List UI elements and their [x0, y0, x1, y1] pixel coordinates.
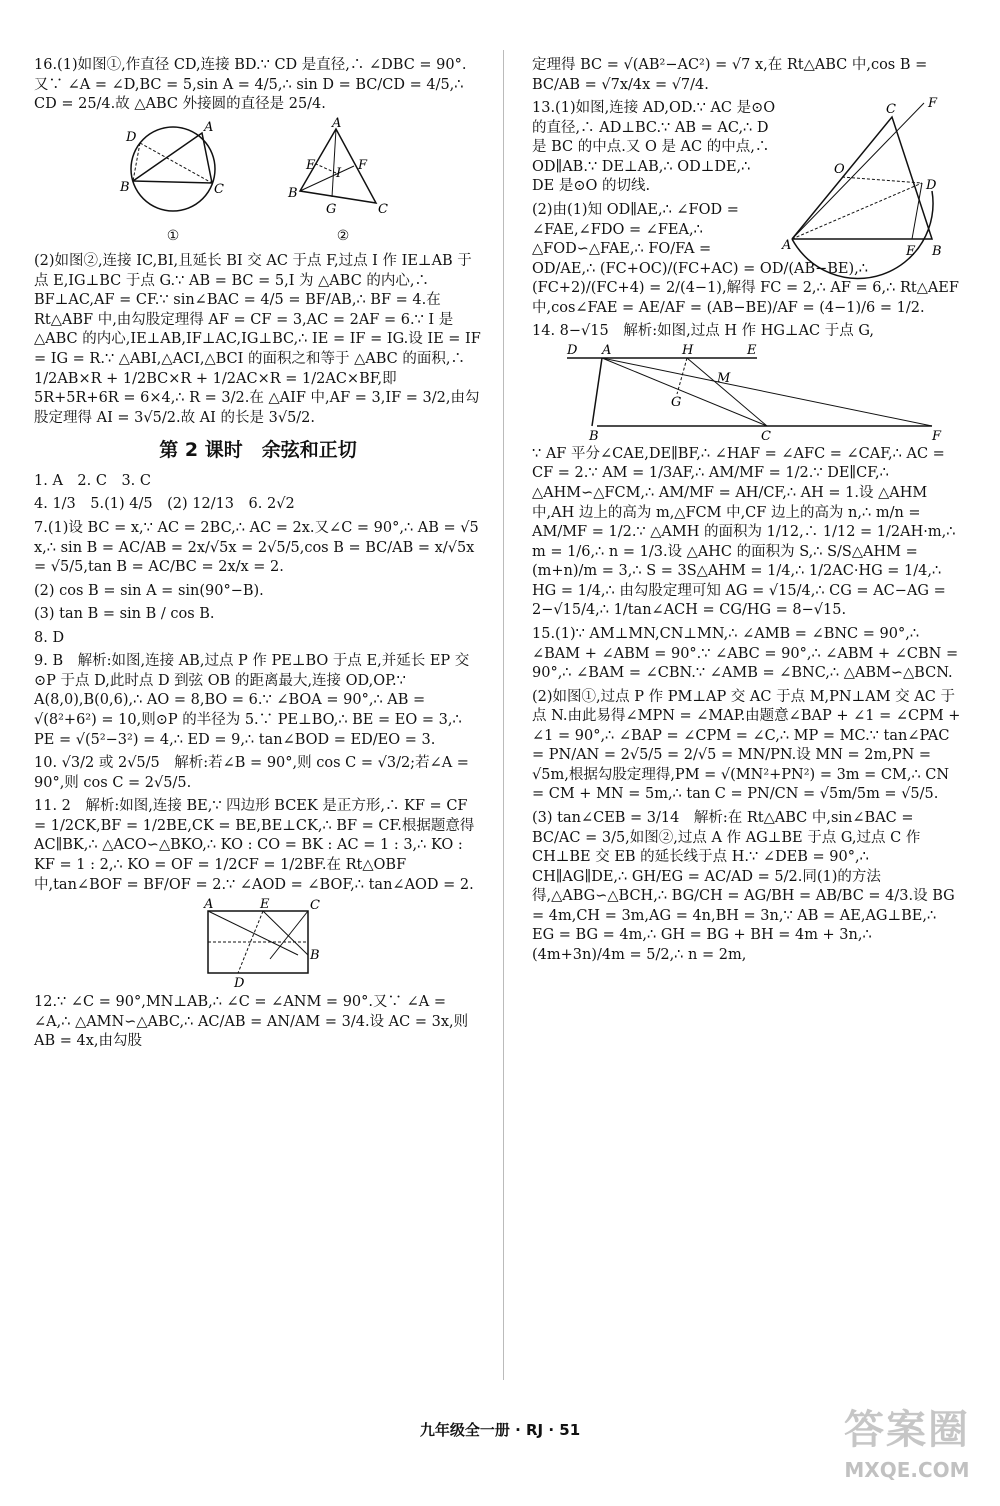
svg-text:E: E [306, 157, 316, 173]
svg-text:D: D [234, 976, 245, 992]
svg-text:B: B [589, 428, 599, 444]
svg-text:M: M [717, 370, 731, 386]
figure-2-label: ② [336, 228, 350, 245]
answer-15-part2: (2)如图①,过点 P 作 PM⊥AP 交 AC 于点 M,PN⊥AM 交 AC 于点 N.由此易得∠MPN = ∠MAP.由题意∠BAP + ∠1 = ∠CPM + ∠1 = 90°,∴ ∠BAP = ∠CPM = ∠C,∴ MP = MC.∵ tan∠PAC = PN/AN = 2√5/5 = 2/√5 = MN/PN.设 MN = 2m,PN = √5m,根据勾股定理得,PM = √(MN²+PN²) = 3m = CM,∴ CN = CM + MN = 5m,∴ tan C = PN/CN = √5m/5m = √5/5. [532, 688, 966, 803]
answer-1-3: 1. A 2. C 3. C [34, 472, 151, 489]
svg-text:C: C [886, 102, 896, 118]
trapezoid-diagram [547, 342, 947, 444]
svg-text:C: C [761, 428, 771, 444]
rectangle-diagram [198, 897, 320, 992]
answer-13-block [532, 96, 964, 318]
figure-1 [118, 121, 228, 246]
svg-text:F: F [932, 428, 942, 444]
right-column [532, 56, 966, 970]
svg-text:D: D [567, 342, 578, 358]
answer-13-part1: 13.(1)如图,连接 AD,OD.∵ AC 是⊙O 的直径,∴ AD⊥BC.∵ AB = AC,∴ D 是 BC 的中点.又 O 是 AC 的中点,∴ OD∥AB.∵ DE⊥AB,∴ OD⊥DE,∴ DE 是⊙O 的切线. [532, 100, 780, 195]
figures-16 [34, 115, 482, 246]
figure-2 [288, 115, 398, 246]
svg-text:A: A [204, 897, 214, 913]
svg-text:A: A [782, 238, 792, 254]
answer-10: 10. √3/2 或 2√5/5 解析:若∠B = 90°,则 cos C = √3/2;若∠A = 90°,则 cos C = 2√5/5. [34, 755, 474, 791]
answer-7-part2: (2) cos B = sin A = sin(90°−B). [34, 582, 264, 599]
answer-12-continued: 定理得 BC = √(AB²−AC²) = √7 x,在 Rt△ABC 中,cos B = BC/AB = √7x/4x = √7/4. [532, 57, 932, 93]
answer-16-part1: 16.(1)如图①,作直径 CD,连接 BD.∵ CD 是直径,∴ ∠DBC = 90°. 又∵ ∠A = ∠D,BC = 5,sin A = 4/5,∴ sin D = BC/CD = 4/5,∴ CD = 25/4.故 △ABC 外接圆的直径是 25/4. [34, 57, 472, 113]
section-heading: 第 2 课时 余弦和正切 [159, 439, 357, 462]
answer-4-6: 4. 1/3 5.(1) 4/5 (2) 12/13 6. 2√2 [34, 496, 295, 513]
svg-text:C: C [378, 201, 388, 217]
figure-1-label: ① [166, 228, 180, 245]
svg-text:O: O [834, 162, 845, 178]
page-footer: 九年级全一册 · RJ · 51 [419, 1421, 581, 1439]
svg-text:B: B [120, 179, 130, 195]
triangle-diagram [288, 115, 398, 221]
circle-diagram [118, 121, 228, 221]
watermark-text: 答案圈 [844, 1407, 970, 1453]
answer-16-part2: (2)如图②,连接 IC,BI,且延长 BI 交 AC 于点 F,过点 I 作 IE⊥AB 于点 E,IG⊥BC 于点 G.∵ AB = BC = 5,I 为 △ABC 的内心,∴ BF⊥AC,AF = CF.∵ sin∠BAC = 4/5 = BF/AB,∴ BF = 4.在 Rt△ABF 中,由勾股定理得 AF = CF = 3,AC = 2AF = 6.∵ I 是 △ABC 的内心,IE⊥AB,IF⊥AC,IG⊥BC,∴ IE = IF = IG.设 IE = IF = IG = R.∵ △ABI,△ACI,△BCI 的面积之和等于 △ABC 的面积,∴ 1/2AB×R + 1/2BC×R + 1/2AC×R = 1/2AC×BF,即 5R+5R+6R = 6×4,∴ R = 3/2.在 △AIF 中,AF = 3,IF = 3/2,由勾股定理得 AI = 3√5/2.故 AI 的长是 3√5/2. [34, 253, 486, 426]
answer-7-part1: 7.(1)设 BC = x,∵ AC = 2BC,∴ AC = 2x.又∠C = 90°,∴ AB = √5 x,∴ sin B = AC/AB = 2x/√5x = 2√5/5,cos B = BC/AB = x/√5x = √5/5,tan B = AC/BC = 2x/x = 2. [34, 519, 484, 576]
answer-9: 9. B 解析:如图,连接 AB,过点 P 作 PE⊥BO 于点 E,并延长 EP 交⊙P 于点 D,此时点 D 到弦 OB 的距离最大,连接 OD,OP.∵ A(8,0),B(0,6),∴ AO = 8,BO = 6.∵ ∠BOA = 90°,∴ AB = √(8²+6²) = 10,则⊙P 的半径为 5.∵ PE⊥BO,∴ BE = EO = 3,∴ PE = √(5²−3²) = 4,∴ ED = 9,∴ tan∠BOD = ED/EO = 3. [34, 653, 470, 748]
answer-13-part2: (2)由(1)知 OD∥AE,∴ ∠FOD = ∠FAE,∠FDO = ∠FEA,∴ △FOD∽△FAE,∴ FO/FA = OD/AE,∴ (FC+OC)/(FC+AC) = OD/(AB−BE),∴ (FC+2)/(FC+4) = 2/(4−1),解得 FC = 2,∴ AF = 6,∴ Rt△AEF 中,cos∠FAE = AE/AF = (AB−BE)/AF = (4−1)/6 = 1/2. [532, 201, 964, 316]
answer-11: 11. 2 解析:如图,连接 BE,∵ 四边形 BCEK 是正方形,∴ KF = CF = 1/2CK,BF = 1/2BE,CK = BE,BE⊥CK,∴ BF = CF.根据题意得 AC∥BK,∴ △ACO∽△BKO,∴ KO : CO = BK : AC = 1 : 3,∴ KO : KF = 1 : 2,∴ KO = OF = 1/2CF = 1/2BF.在 Rt△OBF 中,tan∠BOF = BF/OF = 2.∵ ∠AOD = ∠BOF,∴ tan∠AOD = 2. [34, 798, 479, 893]
svg-text:E: E [906, 244, 916, 260]
svg-text:I: I [336, 165, 342, 181]
svg-text:F: F [928, 96, 938, 112]
answer-15-part3: (3) tan∠CEB = 3/14 解析:在 Rt△ABC 中,sin∠BAC = BC/AC = 3/5,如图②,过点 A 作 AG⊥BE 于点 G,过点 C 作 CH⊥BE 交 EB 的延长线于点 H.∵ ∠DEB = 90°,∴ CH∥AG∥DE,∴ GH/EG = AC/AD = 5/2.同(1)的方法得,△ABG∽△BCH,∴ BG/CH = AG/BH = AB/BC = 4/3.设 BG = 4m,CH = 3m,AG = 4n,BH = 3n,∵ AB = AE,AG⊥BE,∴ EG = BG = 4m,∴ GH = BG + BH = 4m + 3n,∴ (4m+3n)/4m = 5/2,∴ n = 2m, [532, 810, 960, 963]
svg-text:A: A [332, 115, 342, 131]
left-column [34, 56, 486, 1056]
answer-14: 14. 8−√15 解析:如图,过点 H 作 HG⊥AC 于点 G, [532, 323, 875, 340]
svg-text:B: B [932, 244, 942, 260]
svg-text:B: B [288, 185, 298, 201]
svg-text:B: B [310, 948, 320, 964]
svg-text:E: E [747, 342, 757, 358]
svg-text:A: A [602, 342, 612, 358]
column-divider [503, 50, 504, 1380]
svg-text:C: C [214, 181, 224, 197]
watermark-url: MXQE.COM [844, 1458, 970, 1482]
answer-7-part3: (3) tan B = sin B / cos B. [34, 606, 215, 623]
svg-text:H: H [682, 342, 694, 358]
answer-15-part1: 15.(1)∵ AM⊥MN,CN⊥MN,∴ ∠AMB = ∠BNC = 90°,∴ ∠BAM + ∠ABM = 90°.∵ ∠ABC = 90°,∴ ∠ABM + ∠CBN = 90°,∴ ∠BAM = ∠CBN.∵ ∠AMB = ∠BNC,∴ △ABM∽△BCN. [532, 625, 963, 682]
svg-text:F: F [358, 157, 368, 173]
watermark-logo [822, 1403, 992, 1498]
answer-12: 12.∵ ∠C = 90°,MN⊥AB,∴ ∠C = ∠ANM = 90°.又∵ ∠A = ∠A,∴ △AMN∽△ABC,∴ AC/AB = AN/AM = 3/4.设 AC = 3x,则 AB = 4x,由勾股 [34, 994, 473, 1050]
answer-8: 8. D [34, 629, 65, 646]
svg-text:G: G [671, 394, 682, 410]
answer-14-continued: ∵ AF 平分∠CAE,DE∥BF,∴ ∠HAF = ∠AFC = ∠CAF,∴ AC = CF = 2.∵ AM = 1/3AF,∴ AM/MF = 1/2.∵ DE∥CF,∴ △AHM∽△FCM,∴ AM/MF = AH/CF,∴ AH = 1.设 △AHM 中,AH 边上的高为 m,△FCM 中,CF 边上的高为 n,∴ m/n = AM/MF = 1/2.∵ △AMH 的面积为 1/12,∴ 1/12 = 1/2AH·m,∴ m = 1/6,∴ n = 1/3.设 △AHC 的面积为 S,∴ S/S△AHM = (m+n)/m = 3,∴ S = 3S△AHM = 1/4,∴ 1/2AC·HG = 1/4,∴ HG = 1/4,∴ 由勾股定理可知 AG = √15/4,∴ CG = AC−AG = 2−√15/4,∴ 1/tan∠ACH = CG/HG = 8−√15. [532, 445, 961, 619]
semicircle-diagram [782, 96, 962, 260]
svg-text:D: D [926, 178, 937, 194]
svg-text:E: E [260, 897, 270, 913]
svg-text:D: D [126, 129, 137, 145]
svg-text:C: C [310, 898, 320, 914]
svg-text:A: A [204, 119, 214, 135]
svg-text:G: G [326, 201, 337, 217]
